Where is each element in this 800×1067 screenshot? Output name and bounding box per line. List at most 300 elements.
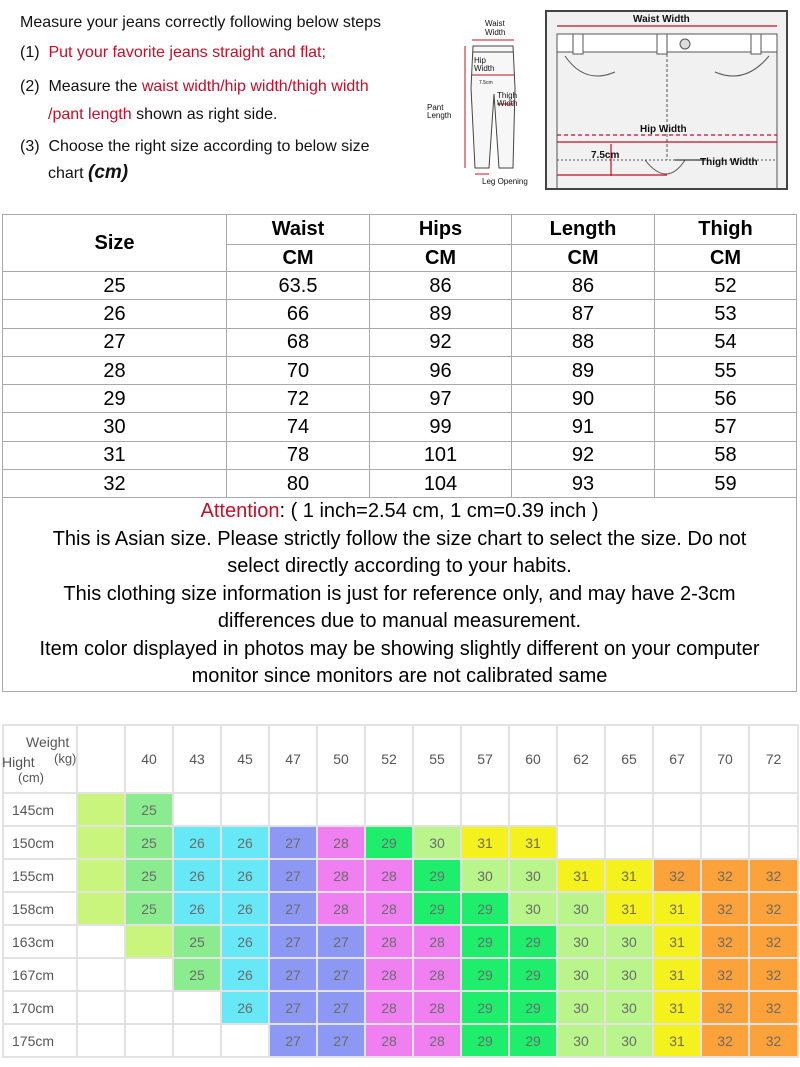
step-3	[20, 137, 370, 157]
size-grid-cell	[317, 925, 365, 958]
size-grid-cell	[509, 826, 557, 859]
size-grid-value: 32	[717, 933, 733, 950]
length-cell: 86	[512, 272, 655, 300]
thigh-cell: 54	[655, 328, 797, 356]
size-grid-cell	[125, 793, 173, 826]
size-grid-cell	[557, 826, 605, 859]
weight-unit-label: (kg)	[54, 751, 77, 766]
weight-header-cell: 60	[509, 725, 557, 793]
size-grid-value: 32	[717, 966, 733, 983]
size-grid-cell	[461, 793, 509, 826]
size-grid-value: 25	[141, 867, 157, 884]
height-label-cell: 158cm	[3, 892, 77, 925]
size-grid-cell	[605, 925, 653, 958]
size-grid-value: 30	[525, 900, 541, 917]
size-grid-value: 32	[717, 867, 733, 884]
size-grid-value: 30	[573, 900, 589, 917]
thigh-cell: 56	[655, 385, 797, 413]
size-grid-cell	[221, 925, 269, 958]
size-grid-value: 31	[573, 867, 589, 884]
waist-cell: 70	[227, 356, 370, 384]
size-grid-value: 28	[381, 999, 397, 1016]
small-leg-label: Leg Opening	[482, 177, 528, 186]
size-grid-cell	[269, 1024, 317, 1057]
table-row	[3, 328, 797, 356]
size-grid-value: 26	[189, 834, 205, 851]
size-grid-value: 26	[189, 867, 205, 884]
waist-cell: 63.5	[227, 272, 370, 300]
step-1-text: Put your favorite jeans straight and flat;	[48, 44, 326, 61]
size-grid-value: 28	[333, 900, 349, 917]
size-grid-cell	[317, 826, 365, 859]
size-grid-cell	[221, 793, 269, 826]
big-waist-label: Waist Width	[633, 14, 690, 25]
size-grid-cell	[77, 826, 125, 859]
size-grid-cell	[317, 892, 365, 925]
weight-header-cell: 65	[605, 725, 653, 793]
size-grid-value: 27	[285, 966, 301, 983]
size-grid-value: 27	[285, 1032, 301, 1049]
size-grid-cell	[365, 793, 413, 826]
size-grid-cell	[509, 991, 557, 1024]
note-line: select directly according to your habits.	[227, 555, 572, 578]
size-grid-value: 29	[381, 834, 397, 851]
size-grid-cell	[701, 826, 749, 859]
size-grid-cell	[557, 793, 605, 826]
step-2-cont	[48, 105, 277, 125]
size-grid-value: 31	[621, 900, 637, 917]
size-grid-cell	[269, 859, 317, 892]
size-grid-cell	[173, 1024, 221, 1057]
hips-cell: 96	[370, 356, 512, 384]
size-grid-cell	[749, 859, 798, 892]
size-grid-cell	[77, 991, 125, 1024]
note-line: monitor since monitors are not calibrated same	[191, 665, 608, 688]
attention-label: Attention	[200, 500, 280, 523]
size-grid-value: 27	[333, 966, 349, 983]
size-grid-cell	[461, 892, 509, 925]
size-grid-value: 28	[381, 900, 397, 917]
size-grid-cell	[509, 892, 557, 925]
size-grid-value: 26	[237, 966, 253, 983]
size-grid-cell	[653, 859, 701, 892]
size-cell: 32	[3, 470, 227, 498]
size-grid-cell	[77, 1024, 125, 1057]
size-grid-value: 26	[237, 900, 253, 917]
note-line: differences due to manual measurement.	[217, 610, 582, 633]
notes-row	[3, 498, 797, 692]
grid-row	[3, 991, 798, 1024]
size-grid-cell	[749, 793, 798, 826]
size-grid-value: 29	[477, 900, 493, 917]
col-header-thigh: Thigh	[655, 215, 797, 245]
note-line: This is Asian size. Please strictly follow the size chart to select the size. Do not	[52, 527, 747, 550]
size-grid-cell	[173, 958, 221, 991]
thigh-cell: 59	[655, 470, 797, 498]
size-grid-value: 28	[333, 834, 349, 851]
size-grid-cell	[221, 826, 269, 859]
size-grid-value: 29	[429, 900, 445, 917]
size-grid-cell	[125, 892, 173, 925]
size-grid-value: 32	[717, 999, 733, 1016]
size-grid-cell	[509, 925, 557, 958]
size-grid-value: 32	[765, 933, 782, 950]
grid-row	[3, 859, 798, 892]
size-grid-value: 31	[477, 834, 493, 851]
size-grid-cell	[701, 892, 749, 925]
size-grid-value: 30	[621, 999, 637, 1016]
conversion-note: : ( 1 inch=2.54 cm, 1 cm=0.39 inch )	[279, 500, 599, 523]
table-row	[3, 385, 797, 413]
length-cell: 88	[512, 328, 655, 356]
hips-cell: 92	[370, 328, 512, 356]
size-grid-cell	[749, 991, 798, 1024]
size-grid-cell	[461, 958, 509, 991]
size-cell: 30	[3, 413, 227, 441]
size-grid-value: 27	[333, 933, 349, 950]
col-header-length: Length	[512, 215, 655, 245]
size-grid-cell	[653, 1024, 701, 1057]
waist-cell: 74	[227, 413, 370, 441]
weight-axis-label: Weight	[26, 734, 70, 750]
size-grid-cell	[173, 991, 221, 1024]
size-grid-cell	[317, 859, 365, 892]
thigh-cell: 55	[655, 356, 797, 384]
size-grid-cell	[461, 1024, 509, 1057]
step-2-text-d: shown as right side.	[131, 106, 278, 123]
size-grid-value: 29	[525, 933, 541, 950]
size-grid-cell	[317, 991, 365, 1024]
size-grid-cell	[653, 991, 701, 1024]
size-grid-cell	[653, 925, 701, 958]
size-grid-value: 27	[285, 900, 301, 917]
size-grid-value: 32	[765, 999, 782, 1016]
waist-cell: 80	[227, 470, 370, 498]
size-grid-cell	[365, 1024, 413, 1057]
size-grid-cell	[317, 958, 365, 991]
size-grid-value: 29	[429, 867, 445, 884]
grid-row	[3, 958, 798, 991]
size-grid-cell	[125, 1024, 173, 1057]
size-grid-cell	[125, 991, 173, 1024]
size-grid-value: 32	[765, 966, 782, 983]
size-grid-value: 31	[669, 933, 685, 950]
size-grid-value: 25	[141, 900, 157, 917]
size-grid-value: 27	[285, 867, 301, 884]
size-grid-value: 30	[429, 834, 445, 851]
step-1	[20, 43, 326, 63]
size-grid-cell	[269, 892, 317, 925]
size-grid-cell	[125, 826, 173, 859]
attention-line	[7, 498, 792, 526]
size-grid-value: 27	[333, 1032, 349, 1049]
size-grid-value: 29	[477, 966, 493, 983]
weight-header-cell: 43	[173, 725, 221, 793]
size-grid-value: 29	[477, 999, 493, 1016]
size-grid-value: 29	[477, 1032, 493, 1049]
size-cell: 29	[3, 385, 227, 413]
size-grid-value: 32	[765, 900, 782, 917]
size-grid-value: 32	[717, 1032, 733, 1049]
size-grid-value: 32	[765, 867, 782, 884]
size-grid-cell	[557, 958, 605, 991]
size-grid-value: 26	[237, 933, 253, 950]
size-grid-cell	[749, 892, 798, 925]
col-header-hips: Hips	[370, 215, 512, 245]
size-grid-value: 28	[381, 966, 397, 983]
size-grid-value: 30	[621, 966, 637, 983]
size-grid-cell	[173, 892, 221, 925]
size-grid-cell	[173, 859, 221, 892]
size-grid-cell	[701, 793, 749, 826]
weight-header-cell: 40	[125, 725, 173, 793]
size-grid-cell	[701, 991, 749, 1024]
size-grid-cell	[749, 1024, 798, 1057]
size-grid-cell	[269, 925, 317, 958]
size-grid-cell	[77, 892, 125, 925]
size-grid-cell	[605, 958, 653, 991]
length-cell: 91	[512, 413, 655, 441]
weight-header-cell: 45	[221, 725, 269, 793]
table-row	[3, 413, 797, 441]
size-grid-cell	[605, 793, 653, 826]
size-grid-cell	[749, 826, 798, 859]
grid-row	[3, 826, 798, 859]
size-grid-cell	[701, 925, 749, 958]
table-row	[3, 356, 797, 384]
size-grid-value: 26	[189, 900, 205, 917]
size-grid-cell	[365, 826, 413, 859]
size-grid-cell	[269, 793, 317, 826]
step-3-text-a: Choose the right size according to below size	[48, 138, 370, 155]
size-grid-value: 26	[237, 834, 253, 851]
grid-row	[3, 925, 798, 958]
height-label-cell: 155cm	[3, 859, 77, 892]
size-grid-cell	[173, 826, 221, 859]
size-grid-cell	[413, 1024, 461, 1057]
size-grid-cell	[413, 991, 461, 1024]
waist-cell: 72	[227, 385, 370, 413]
size-grid-cell	[413, 925, 461, 958]
step-2-measurements: waist width/hip width/thigh width	[141, 78, 369, 95]
size-grid-cell	[605, 859, 653, 892]
length-cell: 90	[512, 385, 655, 413]
size-grid-value: 26	[237, 867, 253, 884]
weight-header-cell: 57	[461, 725, 509, 793]
height-unit-label: (cm)	[18, 770, 44, 785]
size-chart-table	[2, 214, 797, 692]
weight-header-cell: 50	[317, 725, 365, 793]
notes-cell	[3, 498, 797, 692]
grid-row	[3, 1024, 798, 1057]
size-grid-value: 28	[429, 999, 445, 1016]
weight-header-cell: 62	[557, 725, 605, 793]
size-grid-value: 30	[573, 933, 589, 950]
hips-cell: 97	[370, 385, 512, 413]
size-grid-cell	[365, 991, 413, 1024]
size-grid-cell	[557, 1024, 605, 1057]
size-grid-cell	[317, 793, 365, 826]
thigh-cell: 58	[655, 441, 797, 469]
size-grid-cell	[413, 958, 461, 991]
size-grid-cell	[173, 793, 221, 826]
unit-cm-label: (cm)	[88, 162, 129, 183]
step-3-cont	[48, 163, 128, 184]
size-grid-value: 29	[525, 999, 541, 1016]
size-grid-value: 32	[669, 867, 685, 884]
table-row	[3, 272, 797, 300]
small-thigh-label-2: Width	[497, 99, 518, 108]
size-grid-cell	[221, 1024, 269, 1057]
waist-cell: 78	[227, 441, 370, 469]
size-grid-value: 28	[429, 1032, 445, 1049]
size-cell: 26	[3, 300, 227, 328]
size-grid-value: 31	[669, 999, 685, 1016]
step-2-text-a: Measure the	[48, 78, 142, 95]
unit-header-length: CM	[512, 245, 655, 272]
table-row	[3, 441, 797, 469]
size-grid-value: 28	[381, 867, 397, 884]
big-mark-label: 7.5cm	[591, 150, 620, 161]
hips-cell: 99	[370, 413, 512, 441]
size-grid-cell	[77, 859, 125, 892]
measure-instructions	[0, 0, 430, 200]
jeans-diagram-small	[425, 18, 543, 188]
size-grid-cell	[509, 859, 557, 892]
size-header-cell: Size	[3, 215, 227, 272]
size-grid-value: 28	[381, 933, 397, 950]
size-grid-value: 31	[669, 1032, 685, 1049]
grid-corner-cell	[3, 725, 77, 793]
size-grid-cell	[653, 793, 701, 826]
height-label-cell: 175cm	[3, 1024, 77, 1057]
size-grid-value: 29	[477, 933, 493, 950]
size-grid-value: 30	[573, 966, 589, 983]
size-grid-cell	[461, 859, 509, 892]
size-grid-cell	[701, 859, 749, 892]
table-row	[3, 300, 797, 328]
size-grid-value: 25	[189, 933, 205, 950]
height-label-cell: 150cm	[3, 826, 77, 859]
size-grid-value: 30	[621, 933, 637, 950]
size-grid-cell	[77, 793, 125, 826]
size-grid-cell	[125, 925, 173, 958]
size-grid-cell	[749, 925, 798, 958]
unit-header-hips: CM	[370, 245, 512, 272]
size-grid-cell	[365, 892, 413, 925]
size-grid-cell	[77, 958, 125, 991]
size-grid-cell	[365, 958, 413, 991]
size-grid-cell	[77, 925, 125, 958]
size-grid-value: 28	[429, 933, 445, 950]
size-grid-cell	[509, 958, 557, 991]
size-table-header-row	[3, 215, 797, 245]
unit-header-thigh: CM	[655, 245, 797, 272]
table-row	[3, 470, 797, 498]
size-grid-cell	[653, 826, 701, 859]
size-grid-cell	[605, 1024, 653, 1057]
instructions-heading: Measure your jeans correctly following below steps	[20, 14, 382, 31]
size-cell: 31	[3, 441, 227, 469]
height-weight-table	[2, 724, 799, 1058]
size-grid-cell	[269, 826, 317, 859]
jeans-diagram-large	[545, 10, 788, 190]
size-grid-value: 25	[141, 801, 157, 818]
size-grid-value: 25	[141, 834, 157, 851]
size-grid-cell	[605, 826, 653, 859]
size-grid-value: 31	[525, 834, 541, 851]
size-grid-cell	[557, 991, 605, 1024]
length-cell: 87	[512, 300, 655, 328]
step-3-text-b: chart	[48, 165, 89, 182]
size-grid-cell	[173, 925, 221, 958]
weight-header-row	[3, 725, 798, 793]
size-grid-value: 26	[237, 999, 253, 1016]
small-pant-label-1: Pant	[427, 103, 444, 112]
size-grid-value: 27	[333, 999, 349, 1016]
size-grid-cell	[317, 1024, 365, 1057]
thigh-cell: 53	[655, 300, 797, 328]
size-grid-value: 31	[669, 966, 685, 983]
hips-cell: 86	[370, 272, 512, 300]
waist-cell: 68	[227, 328, 370, 356]
size-grid-cell	[557, 892, 605, 925]
size-grid-cell	[413, 826, 461, 859]
small-thigh-label-1: Thigh	[497, 91, 518, 100]
size-grid-cell	[557, 925, 605, 958]
note-line: This clothing size information is just for reference only, and may have 2-3cm	[63, 582, 736, 605]
size-grid-cell	[605, 892, 653, 925]
size-grid-value: 27	[285, 933, 301, 950]
weight-header-cell: 72	[749, 725, 798, 793]
size-grid-cell	[269, 958, 317, 991]
size-grid-value: 30	[525, 867, 541, 884]
length-cell: 93	[512, 470, 655, 498]
size-cell: 27	[3, 328, 227, 356]
step-1-number: (1)	[20, 44, 40, 61]
size-grid-cell	[557, 859, 605, 892]
height-label-cell: 170cm	[3, 991, 77, 1024]
size-grid-cell	[125, 859, 173, 892]
size-grid-cell	[605, 991, 653, 1024]
size-grid-value: 32	[717, 900, 733, 917]
size-grid-cell	[461, 925, 509, 958]
size-grid-cell	[221, 859, 269, 892]
size-grid-value: 28	[381, 1032, 397, 1049]
big-thigh-label: Thigh Width	[700, 157, 758, 168]
hips-cell: 101	[370, 441, 512, 469]
size-grid-cell	[365, 859, 413, 892]
size-grid-value: 27	[285, 999, 301, 1016]
size-grid-cell	[365, 925, 413, 958]
length-cell: 89	[512, 356, 655, 384]
height-weight-size-grid	[2, 724, 797, 1053]
unit-header-waist: CM	[227, 245, 370, 272]
size-grid-cell	[125, 958, 173, 991]
size-grid-value: 30	[573, 999, 589, 1016]
grid-row	[3, 892, 798, 925]
size-grid-value: 30	[621, 1032, 637, 1049]
small-hip-label-1: Hip	[474, 56, 487, 65]
spacer-cell	[77, 725, 125, 793]
size-grid-value: 31	[621, 867, 637, 884]
size-grid-value: 32	[765, 1032, 782, 1049]
waist-cell: 66	[227, 300, 370, 328]
size-grid-cell	[461, 991, 509, 1024]
length-cell: 92	[512, 441, 655, 469]
small-hip-mark: 7.5cm	[479, 80, 493, 86]
height-label-cell: 167cm	[3, 958, 77, 991]
